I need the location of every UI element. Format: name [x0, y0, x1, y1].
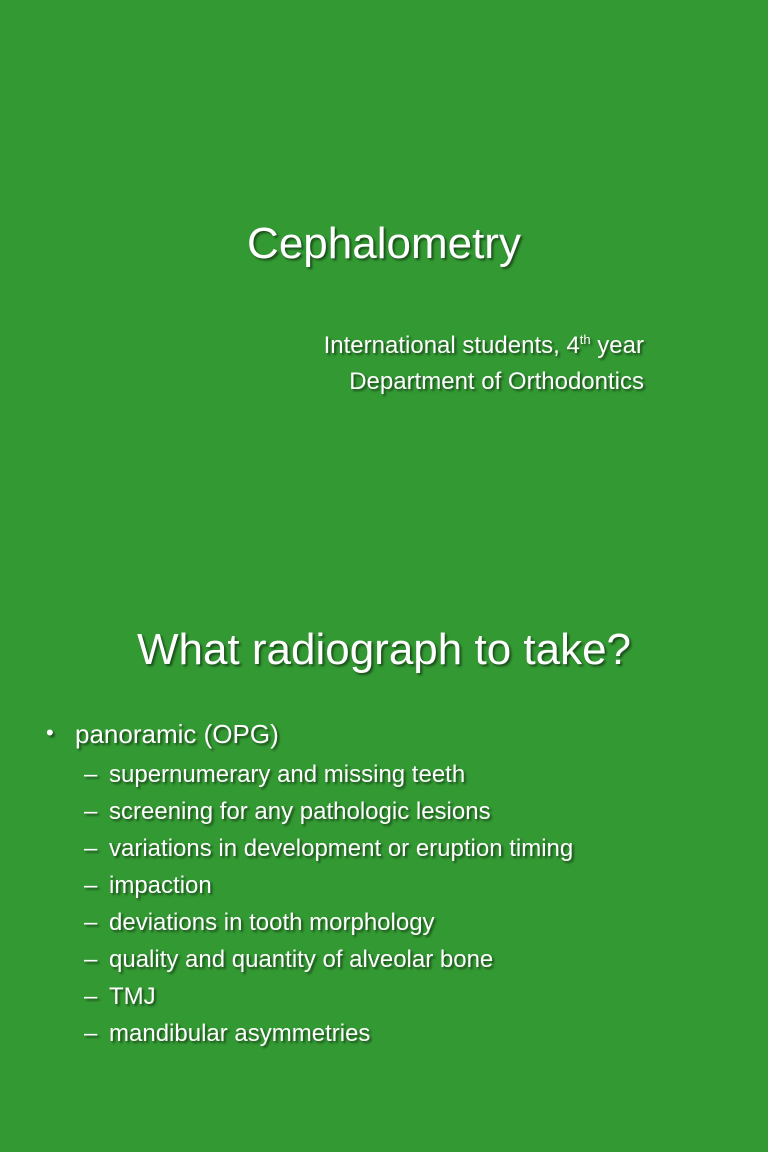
sub-bullet-text: deviations in tooth morphology	[109, 909, 435, 936]
ordinal-suffix: th	[579, 332, 591, 347]
dash-icon: –	[84, 946, 98, 973]
dash-icon: –	[84, 983, 98, 1010]
dash-icon: –	[84, 798, 98, 825]
bullet-text: panoramic (OPG)	[75, 719, 279, 749]
sub-bullet-text: supernumerary and missing teeth	[109, 761, 466, 788]
sub-bullet-item	[84, 904, 573, 941]
sub-bullet-item	[84, 867, 573, 904]
slide-title: Cephalometry	[247, 219, 521, 268]
sub-bullet-text: variations in development or eruption timing	[109, 835, 574, 862]
dash-icon: –	[84, 872, 98, 899]
subtitle-year-text: year	[590, 332, 644, 359]
sub-bullet-item	[84, 941, 573, 978]
subtitle-line-students	[324, 331, 644, 361]
sub-bullet-text: impaction	[109, 872, 212, 899]
dash-icon: –	[84, 1020, 98, 1047]
sub-bullet-text: screening for any pathologic lesions	[109, 798, 491, 825]
subtitle-students-text: International students, 4	[323, 332, 580, 359]
subtitle-line-department: Department of Orthodontics	[349, 368, 644, 395]
sub-bullet-text: mandibular asymmetries	[109, 1020, 371, 1047]
sub-bullet-item	[84, 756, 573, 793]
sub-bullet-list	[84, 756, 573, 1052]
dash-icon: –	[84, 761, 98, 788]
content-slide	[0, 576, 768, 1152]
sub-bullet-text: quality and quantity of alveolar bone	[109, 946, 494, 973]
dash-icon: –	[84, 909, 98, 936]
sub-bullet-text: TMJ	[109, 983, 156, 1010]
bullet-item	[46, 716, 279, 751]
sub-bullet-item	[84, 1015, 573, 1052]
slide-title: What radiograph to take?	[136, 625, 632, 674]
dash-icon: –	[84, 835, 98, 862]
sub-bullet-item	[84, 830, 573, 867]
sub-bullet-item	[84, 793, 573, 830]
sub-bullet-item	[84, 978, 573, 1015]
bullet-icon: •	[46, 720, 54, 745]
